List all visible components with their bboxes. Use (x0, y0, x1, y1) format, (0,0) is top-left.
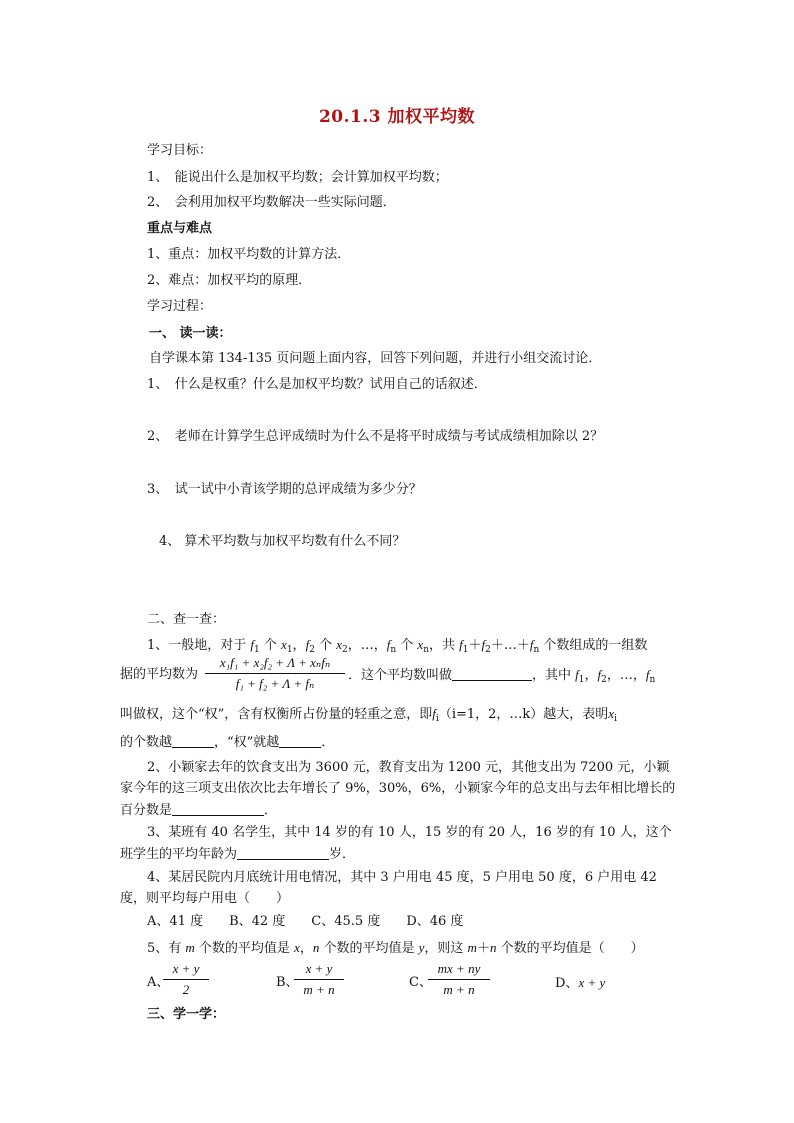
key-point-item: 2、难点：加权平均的原理． (147, 273, 312, 288)
question-item: 1、 什么是权重？什么是加权平均数？试用自己的话叙述． (147, 377, 487, 392)
page-title: 20.1.3 加权平均数 (318, 107, 476, 127)
question-item: 3、 试一试中小青该学期的总评成绩为多少分？ (147, 482, 422, 497)
goals-heading: 学习目标： (147, 143, 213, 158)
process-heading: 学习过程： (147, 299, 213, 314)
p1-line2-mid: ．这个平均数叫做 ，其中 $f_1$，$f_2$，…，$f_n$ (348, 667, 656, 685)
p1-line1: 1、一般地，对于 $f_1$ 个 $x_1$，$f_2$ 个 $x_2$，…，$f_n$ 个 $x_n$，共 $f_1+f_2+\dots+f_n$ 个数组成的一组数 (147, 637, 648, 655)
answer-blank[interactable] (452, 668, 532, 681)
option-b-fraction: x + y m + n (294, 962, 344, 997)
p4-line2: 度，则平均每户用电（ ） (120, 891, 290, 906)
p3-line1: 3、某班有 40 名学生，其中 14 岁的有 10 人，15 岁的有 20 人，16 岁的有 10 人，这个 (147, 825, 672, 840)
option-a-label: A、 (147, 975, 170, 990)
p3-line2: 班学生的平均年龄为 岁． (120, 847, 356, 862)
section1-intro: 自学课本第 134-135 页问题上面内容，回答下列问题，并进行小组交流讨论． (149, 351, 602, 366)
key-point-item: 1、重点：加权平均数的计算方法． (147, 247, 351, 262)
p4-options: A、41 度 B、42 度 C、45.5 度 D、46 度 (147, 914, 464, 929)
answer-blank[interactable] (279, 735, 321, 748)
option-c-label: C、 (409, 975, 432, 990)
option-a-fraction: x + y 2 (163, 962, 209, 997)
p2-line1: 2、小颖家去年的饮食支出为 3600 元，教育支出为 1200 元，其他支出为 7200 元，小颖 (147, 760, 670, 775)
option-b-label: B、 (276, 975, 299, 990)
section3-heading: 三、学一学： (147, 1007, 226, 1022)
option-c-fraction: mx + ny m + n (428, 962, 490, 997)
key-points-heading: 重点与难点 (147, 221, 213, 236)
p5-line1: 5、有 m 个数的平均值是 x，n 个数的平均值是 y，则这 m＋n 个数的平均值是（ ） (147, 940, 644, 956)
p4-line1: 4、某居民院内月底统计用电情况，其中 3 户用电 45 度，5 户用电 50 度，6 户用电 42 (147, 870, 657, 885)
question-item: 4、 算术平均数与加权平均数有什么不同？ (159, 534, 406, 549)
answer-blank[interactable] (172, 735, 214, 748)
p1-line2-start: 据的平均数为 (120, 667, 199, 682)
option-d: D、x + y (555, 975, 606, 991)
p1-line4: 的个数越 ，“权”就越 ． (120, 735, 335, 750)
answer-blank[interactable] (172, 803, 264, 816)
section2-heading: 二、查一查： (147, 612, 226, 627)
weighted-mean-formula: x₁f₁ + x₂f₂ + Λ + xₙfₙ f₁ + f₂ + Λ + fₙ (205, 656, 345, 691)
goal-item: 1、 能说出什么是加权平均数；会计算加权平均数； (147, 170, 448, 185)
p1-line3: 叫做权，这个“权”，含有权衡所占份量的轻重之意，即$f_i(i=1$，2，…k）越大，表明$x_i$ (120, 706, 617, 724)
p2-line3: 百分数是 ． (120, 803, 278, 818)
goal-item: 2、 会利用加权平均数解决一些实际问题． (147, 195, 396, 210)
answer-blank[interactable] (237, 847, 329, 860)
question-item: 2、 老师在计算学生总评成绩时为什么不是将平时成绩与考试成绩相加除以 2？ (147, 429, 604, 444)
p2-line2: 家今年的这三项支出依次比去年增长了 9%，30%，6%，小颖家今年的总支出与去年相比增长的 (120, 781, 676, 796)
section1-heading: 一、 读一读： (149, 326, 232, 341)
